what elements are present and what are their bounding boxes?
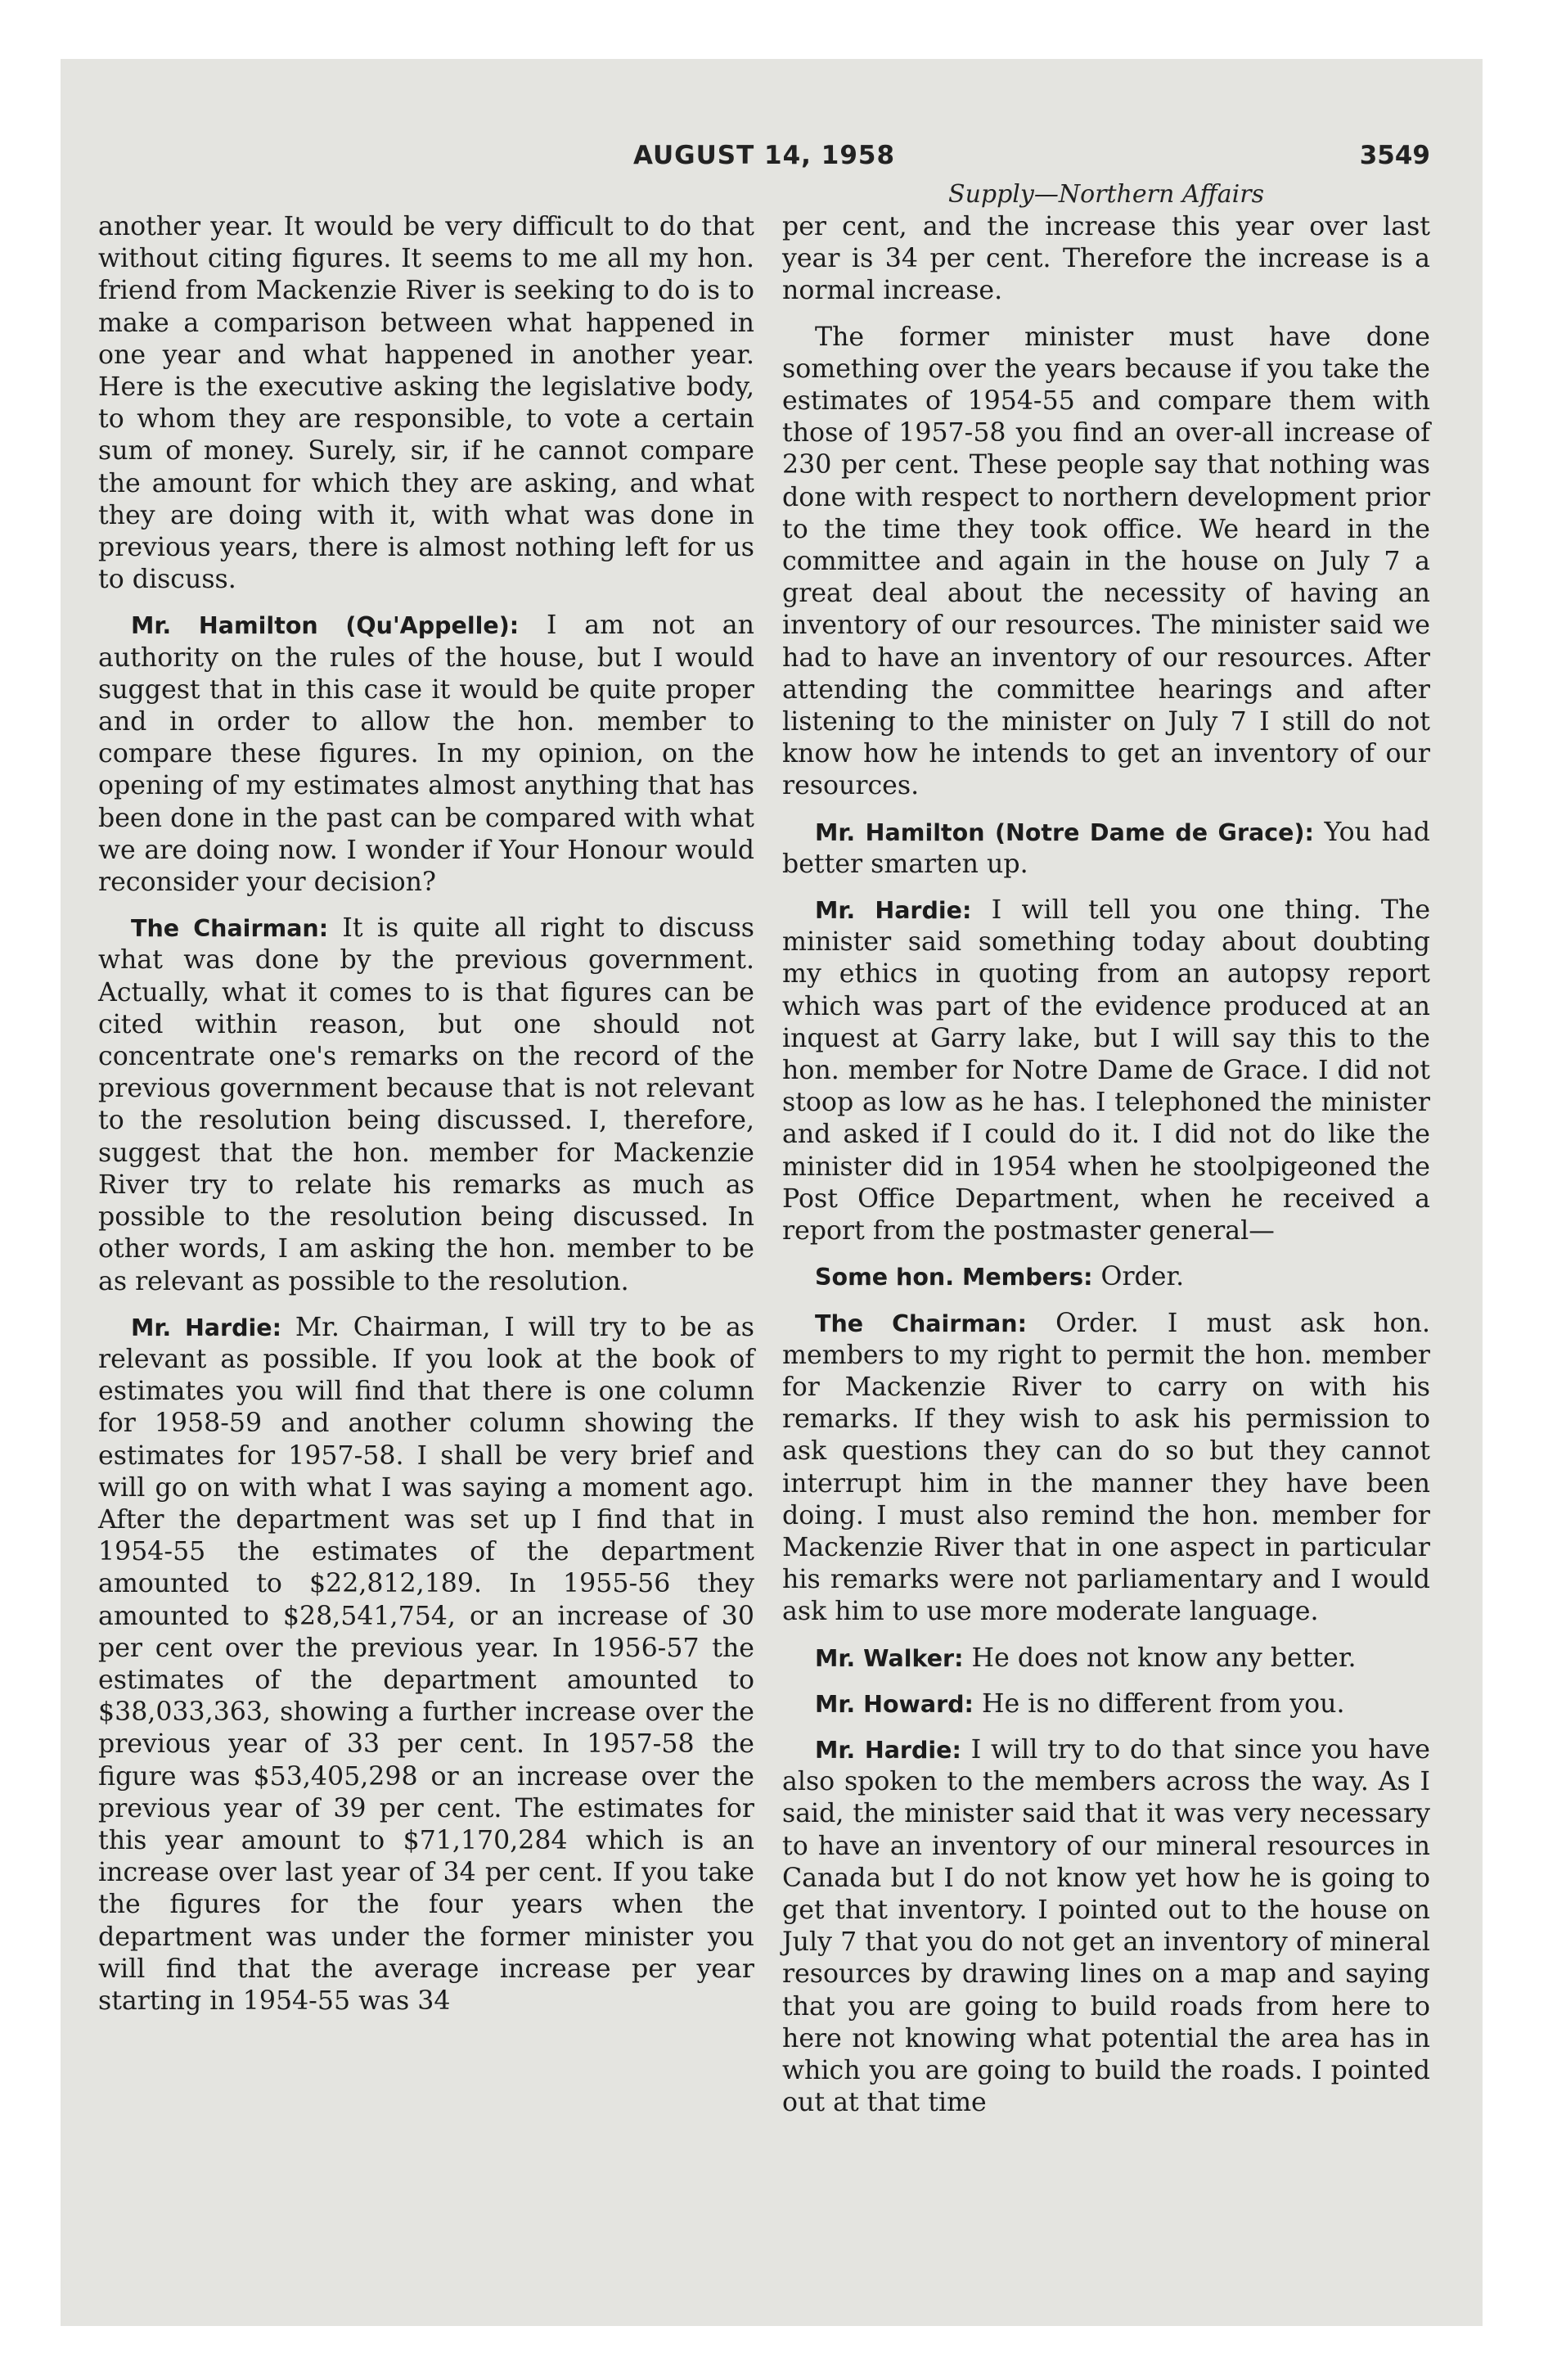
speech-text: He does not know any better. [971,1643,1357,1673]
speaker-name: Mr. Hardie: [815,1736,961,1764]
speech-text: Order. [1100,1262,1185,1292]
right-column [782,211,1430,2133]
speaker-name: Mr. Howard: [815,1690,974,1718]
speech-text: Order. I must ask hon. members to my right to permit the hon. member for Mackenzie River to carry on with his remarks. If they wish to ask his permission to ask questions they can do so but they cannot interrupt him in the manner they have been doing. I must also remind the hon. member for Mackenzie River that in one aspect in particular his remarks were not parliamentary and I would ask him to use more moderate language. [782,1308,1431,1627]
page-number: 3549 [1359,141,1430,170]
speech-text: He is no different from you. [982,1688,1345,1719]
page-header [98,141,1430,174]
speaker-name: Some hon. Members: [815,1264,1093,1291]
speaker-name: Mr. Hamilton (Qu'Appelle): [131,612,520,640]
speech-text: It is quite all right to discuss what was done by the previous government. Actually, what it comes to is that figures can be cited within reason, but one should not concentrate one's remarks on the record of the previous government because that is not relevant to the resolution being discussed. I, therefore, suggest that the hon. member for Mackenzie River try to relate his remarks as much as possible to the resolution being discussed. In other words, I am asking the hon. member to be as relevant as possible to the resolution. [98,913,755,1296]
left-column [98,211,754,2031]
speech-text: Mr. Chairman, I will try to be as relevant as possible. If you look at the book of estimates you will find that there is one column for 1958-59 and another column showing the estimates for 1957-58. I shall be very brief and will go on with what I was saying a moment ago. After the department was set up I find that in 1954-55 the estimates of the department amounted to $22,812,189. In 1955-56 they amounted to $28,541,754, or an increase of 30 per cent over the previous year. In 1956-57 the estimates of the department amounted to $38,033,363, showing a further increase over the previous year of 33 per cent. In 1957-58 the figure was $53,405,298 or an increase over the previous year of 39 per cent. The estimates for this year amount to $71,170,284 which is an increase over last year of 34 per cent. If you take the figures for the four years when the department was under the former minister you will find that the average increase per year starting in 1954-55 was 34 [98,1312,755,2016]
paragraph [98,913,754,1297]
paragraph [782,1734,1430,2119]
speech-text: I will tell you one thing. The minister said something today about doubting my ethics in quoting from an autopsy report which was part of the evidence produced at an inquest at Garry lake, but I will say this to the hon. member for Notre Dame de Grace. I did not stoop as low as he has. I telephoned the minister and asked if I could do it. I did not do like the minister did in 1954 when he stoolpigeoned the Post Office Department, when he received a report from the postmaster general— [782,895,1431,1246]
paragraph [782,1643,1430,1675]
speaker-name: Mr. Hardie: [815,897,972,925]
section-heading: Supply—Northern Affairs [948,180,1264,209]
speaker-name: The Chairman: [815,1309,1027,1337]
speech-text: I am not an authority on the rules of the house, but I would suggest that in this case it would be quite proper and in order to allow the hon. member to compare these figures. In my opinion, on the opening of my estimates almost anything that has been done in the past can be compared with what we are doing now. I wonder if Your Honour would reconsider your decision? [98,611,754,898]
paragraph [98,1312,754,2017]
paragraph [782,895,1430,1247]
speaker-name: Mr. Hardie: [131,1314,281,1341]
paragraph: per cent, and the increase this year over last year is 34 per cent. Therefore the increase is a normal increase. [782,212,1430,306]
paragraph [782,1688,1430,1720]
paragraph [98,610,754,899]
speaker-name: The Chairman: [131,915,329,943]
header-date: AUGUST 14, 1958 [632,141,896,170]
paragraph [782,1261,1430,1293]
speech-text: You had better smarten up. [782,817,1430,879]
paragraph [782,1308,1430,1629]
paragraph: The former minister must have done something over the years because if you take the estimates of 1954-55 and compare them with those of 1957-58 you find an over-all increase of 230 per cent. These people say that nothing was done with respect to northern development prior to the time they took office. We heard in the committee and again in the house on July 7 a great deal about the necessity of having an inventory of our resources. The minister said we had to have an inventory of our resources. After attending the committee hearings and after listening to the minister on July 7 I still do not know how he intends to get an inventory of our resources. [782,322,1430,801]
speaker-name: Mr. Hamilton (Notre Dame de Grace): [815,818,1314,846]
speech-text: I will try to do that since you have also spoken to the members across the way. As I said, the minister said that it was very necessary to have an inventory of our mineral resources in Canada but I do not know yet how he is going to get that inventory. I pointed out to the house on July 7 that you do not get an inventory of mineral resources by drawing lines on a map and saying that you are going to build roads from here to here not knowing what potential the area has in which you are going to build the roads. I pointed out at that time [782,1734,1431,2118]
paragraph [782,817,1430,881]
paragraph: another year. It would be very difficult to do that without citing figures. It seems to me all my hon. friend from Mackenzie River is seeking to do is to make a comparison between what happened in one year and what happened in another year. Here is the executive asking the legislative body, to whom they are responsible, to vote a certain sum of money. Surely, sir, if he cannot compare the amount for which they are asking, and what they are doing with it, with what was done in previous years, there is almost nothing left for us to discuss. [98,212,754,595]
speaker-name: Mr. Walker: [815,1644,964,1672]
